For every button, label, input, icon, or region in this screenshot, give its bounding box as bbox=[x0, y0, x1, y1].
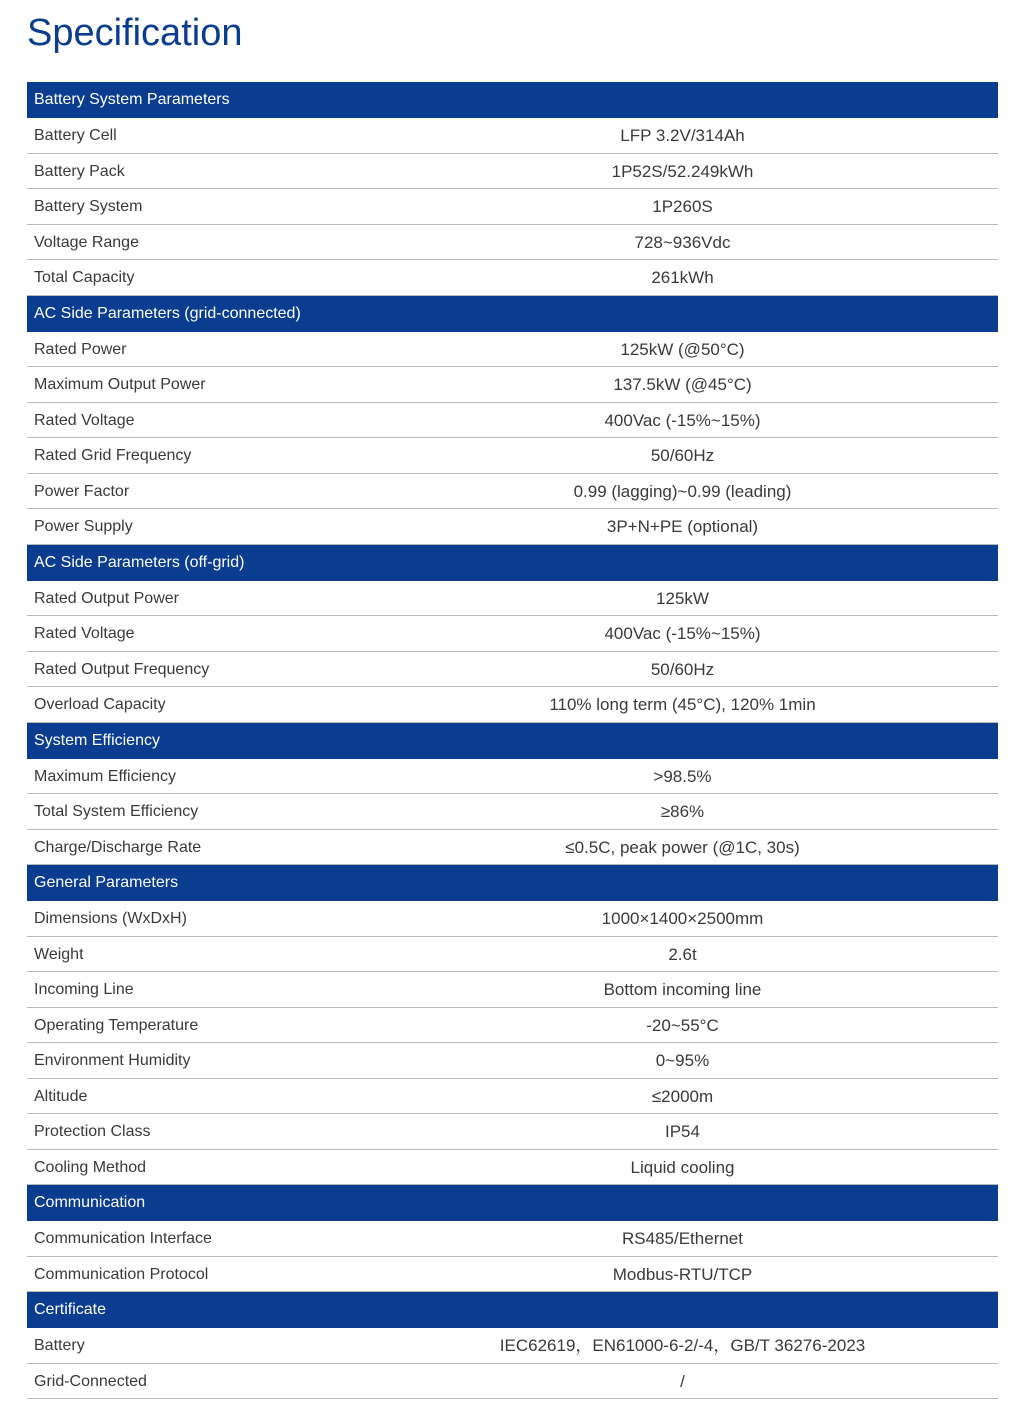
spec-value: 261kWh bbox=[651, 268, 714, 287]
spec-row bbox=[27, 154, 998, 190]
spec-value: 0.99 (lagging)~0.99 (leading) bbox=[573, 481, 792, 501]
spec-row bbox=[27, 937, 998, 973]
spec-label: Cooling Method bbox=[34, 1158, 147, 1176]
spec-row bbox=[27, 1150, 998, 1186]
spec-value: ≥86% bbox=[660, 802, 705, 821]
spec-row bbox=[27, 901, 998, 937]
spec-value: 50/60Hz bbox=[650, 446, 715, 465]
spec-row bbox=[27, 1114, 998, 1150]
spec-section bbox=[27, 723, 998, 866]
spec-value: -20~55°C bbox=[646, 1015, 719, 1035]
spec-label: Power Supply bbox=[34, 518, 133, 535]
spec-label: Grid-Connected bbox=[34, 1372, 147, 1390]
spec-row bbox=[27, 1079, 998, 1115]
spec-label: Communication Protocol bbox=[34, 1265, 209, 1283]
spec-label: Environment Humidity bbox=[34, 1052, 191, 1069]
spec-row bbox=[27, 759, 998, 795]
spec-label: Protection Class bbox=[34, 1123, 151, 1140]
spec-section bbox=[27, 545, 998, 723]
spec-label: Communication Interface bbox=[34, 1230, 212, 1247]
spec-label: Incoming Line bbox=[34, 981, 134, 998]
spec-label: Maximum Output Power bbox=[34, 376, 206, 393]
spec-row bbox=[27, 260, 998, 296]
spec-value: 400Vac (-15%~15%) bbox=[604, 410, 761, 430]
spec-label: Battery bbox=[34, 1337, 85, 1354]
spec-row bbox=[27, 687, 998, 723]
section-header: System Efficiency bbox=[27, 723, 998, 759]
spec-value: Liquid cooling bbox=[630, 1157, 735, 1177]
spec-value: RS485/Ethernet bbox=[622, 1229, 743, 1248]
spec-section bbox=[27, 1292, 998, 1399]
section-header: Communication bbox=[27, 1185, 998, 1221]
section-header: Certificate bbox=[27, 1292, 998, 1328]
spec-value: 137.5kW (@45°C) bbox=[613, 375, 752, 394]
section-header: General Parameters bbox=[27, 865, 998, 901]
spec-value: 110% long term (45°C), 120% 1min bbox=[549, 695, 816, 714]
spec-row bbox=[27, 1364, 998, 1400]
spec-section bbox=[27, 82, 998, 296]
spec-label: Battery System bbox=[34, 198, 143, 215]
spec-label: Battery Cell bbox=[34, 127, 117, 144]
spec-label: Rated Voltage bbox=[34, 411, 135, 429]
spec-value: 50/60Hz bbox=[650, 659, 715, 679]
spec-value: >98.5% bbox=[653, 766, 712, 786]
spec-row bbox=[27, 438, 998, 474]
spec-value: IEC62619，EN61000-6-2/-4，GB/T 36276-2023 bbox=[499, 1336, 866, 1355]
spec-row bbox=[27, 189, 998, 225]
spec-value: 1000×1400×2500mm bbox=[601, 909, 764, 928]
section-header: AC Side Parameters (off-grid) bbox=[27, 545, 998, 581]
spec-table bbox=[27, 82, 998, 1399]
spec-label: Overload Capacity bbox=[34, 696, 166, 713]
spec-label: Maximum Efficiency bbox=[34, 767, 176, 785]
spec-value: ≤2000m bbox=[651, 1086, 714, 1106]
spec-row bbox=[27, 581, 998, 617]
spec-label: Rated Power bbox=[34, 340, 127, 358]
spec-value: IP54 bbox=[665, 1122, 700, 1141]
spec-row bbox=[27, 830, 998, 866]
section-header: AC Side Parameters (grid-connected) bbox=[27, 296, 998, 332]
spec-row bbox=[27, 509, 998, 545]
spec-row bbox=[27, 403, 998, 439]
spec-value: / bbox=[680, 1371, 685, 1391]
spec-row bbox=[27, 474, 998, 510]
spec-label: Dimensions (WxDxH) bbox=[34, 910, 187, 927]
spec-section bbox=[27, 1185, 998, 1292]
spec-label: Total System Efficiency bbox=[34, 803, 199, 820]
section-header: Battery System Parameters bbox=[27, 82, 998, 118]
spec-label: Rated Output Power bbox=[34, 589, 179, 607]
spec-row bbox=[27, 1257, 998, 1293]
spec-value: ≤0.5C, peak power (@1C, 30s) bbox=[565, 837, 800, 857]
spec-row bbox=[27, 118, 998, 154]
spec-row bbox=[27, 616, 998, 652]
spec-label: Charge/Discharge Rate bbox=[34, 838, 202, 856]
spec-row bbox=[27, 332, 998, 368]
spec-label: Rated Grid Frequency bbox=[34, 447, 192, 464]
spec-value: Modbus-RTU/TCP bbox=[612, 1264, 753, 1284]
spec-row bbox=[27, 1328, 998, 1364]
spec-label: Total Capacity bbox=[34, 269, 135, 286]
spec-value: 400Vac (-15%~15%) bbox=[604, 624, 761, 643]
spec-label: Voltage Range bbox=[34, 233, 139, 251]
spec-value: 1P260S bbox=[652, 197, 713, 216]
spec-value: 1P52S/52.249kWh bbox=[611, 161, 754, 181]
spec-label: Operating Temperature bbox=[34, 1016, 199, 1034]
spec-label: Power Factor bbox=[34, 482, 130, 500]
spec-value: LFP 3.2V/314Ah bbox=[620, 126, 745, 145]
spec-value: 3P+N+PE (optional) bbox=[606, 517, 759, 536]
spec-row bbox=[27, 972, 998, 1008]
spec-value: 2.6t bbox=[668, 944, 697, 964]
spec-value: 125kW (@50°C) bbox=[620, 339, 745, 359]
spec-value: 125kW bbox=[656, 588, 709, 608]
spec-label: Rated Output Frequency bbox=[34, 660, 210, 678]
spec-value: Bottom incoming line bbox=[603, 980, 762, 999]
spec-label: Rated Voltage bbox=[34, 625, 135, 642]
spec-row bbox=[27, 1221, 998, 1257]
spec-value: 0~95% bbox=[655, 1051, 710, 1070]
spec-row bbox=[27, 652, 998, 688]
spec-section bbox=[27, 296, 998, 545]
page-title: Specification bbox=[27, 12, 243, 54]
spec-row bbox=[27, 1043, 998, 1079]
spec-label: Altitude bbox=[34, 1087, 88, 1105]
spec-row bbox=[27, 794, 998, 830]
spec-label: Weight bbox=[34, 945, 84, 963]
spec-row bbox=[27, 1008, 998, 1044]
spec-value: 728~936Vdc bbox=[634, 232, 731, 252]
spec-section bbox=[27, 865, 998, 1185]
spec-label: Battery Pack bbox=[34, 162, 125, 180]
spec-row bbox=[27, 367, 998, 403]
spec-row bbox=[27, 225, 998, 261]
